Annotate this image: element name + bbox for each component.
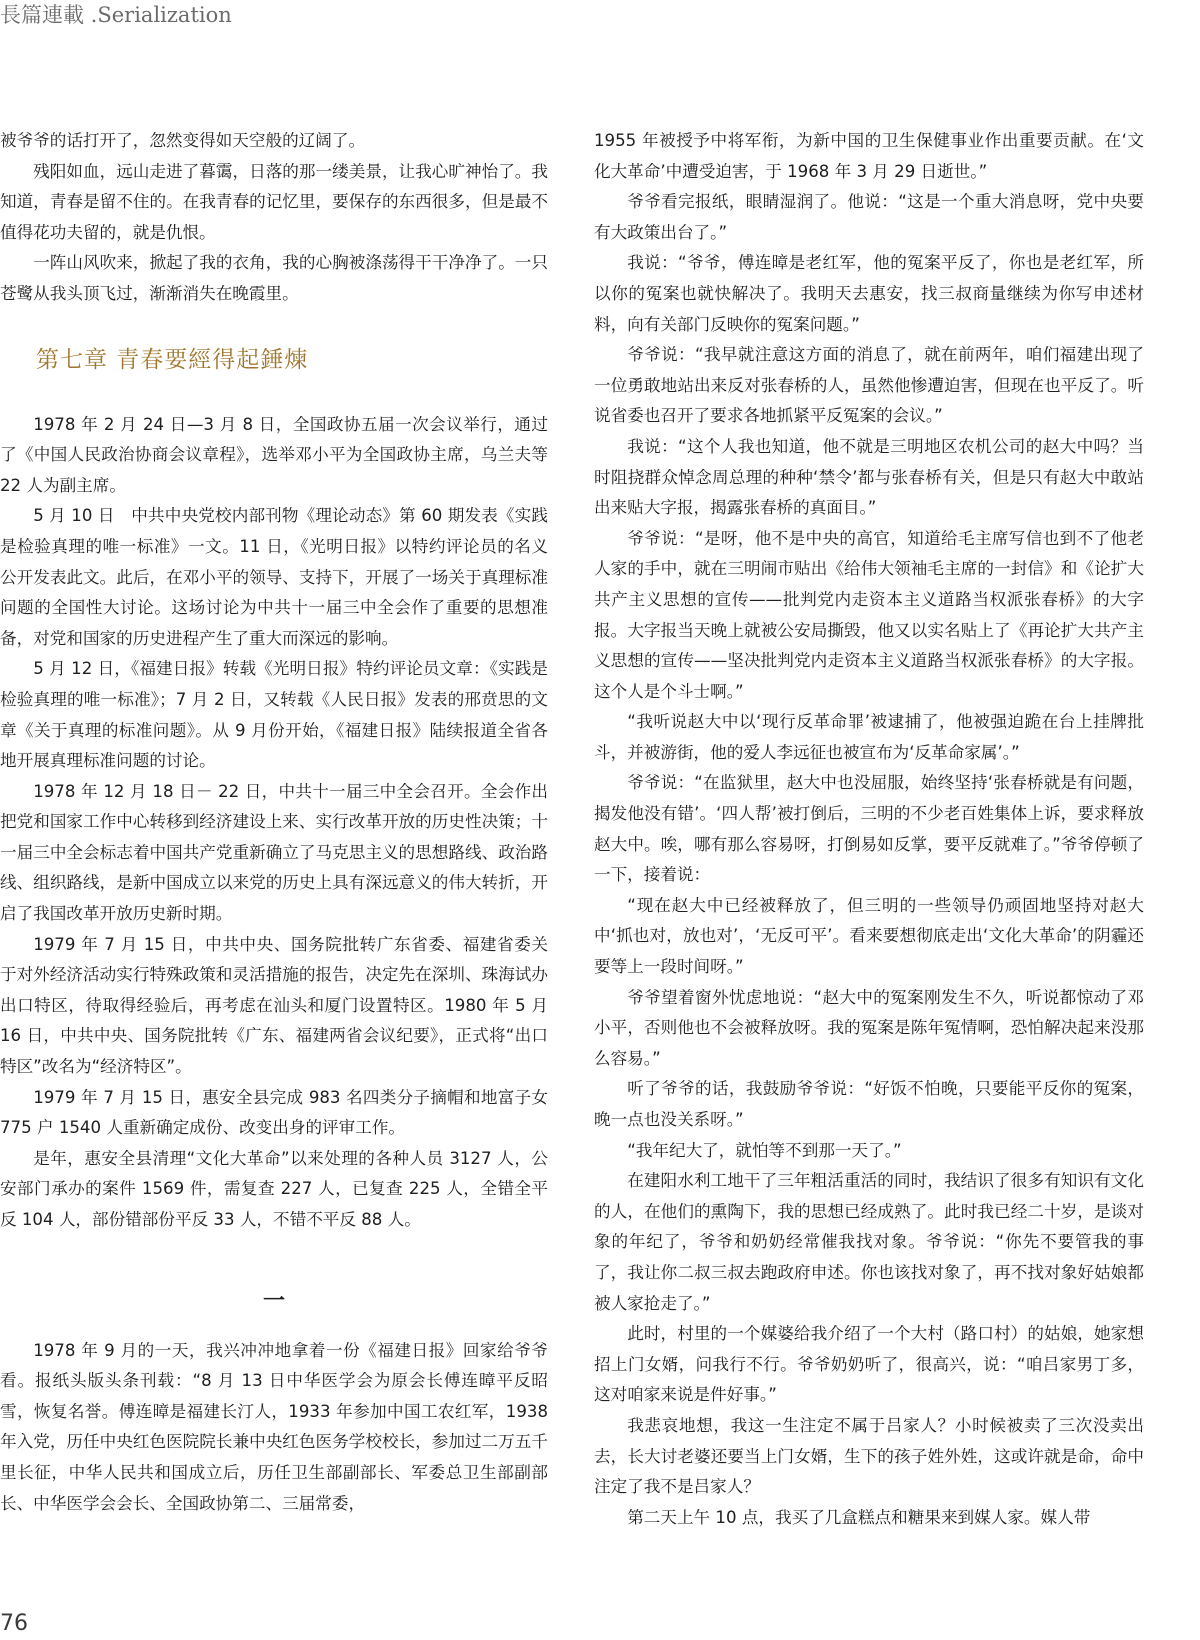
paragraph: “我听说赵大中以‘现行反革命罪’被逮捕了，他被强迫跪在台上挂牌批斗，并被游街，他的爱人李远征也被宣布为‘反革命家属’。” [594,712,1144,762]
paragraph: 1955 年被授予中将军衔，为新中国的卫生保健事业作出重要贡献。在‘文化大革命’中遭受迫害，于 1968 年 3 月 29 日逝世。” [594,131,1144,181]
paragraph: 残阳如血，远山走进了暮霭，日落的那一缕美景，让我心旷神怡了。我知道，青春是留不住的。在我青春的记忆里，要保存的东西很多，但是最不值得花功夫留的，就是仇恨。 [0,161,548,242]
paragraph: 爷爷看完报纸，眼睛湿润了。他说：“这是一个重大消息呀，党中央要有大政策出台了。” [594,192,1144,242]
paragraph: 1978 年 9 月的一天，我兴冲冲地拿着一份《福建日报》回家给爷爷看。报纸头版头条刊载：“8 月 13 日中华医学会为原会长傅连暲平反昭雪，恢复名誉。傅连暲是福建长汀人，1933 年参加中国工农红军，1938 年入党，历任中央红色医院院长兼中央红色医务学校校长，参加过二万五千里长征，中华人民共和国成立后，历任卫生部副部长、军委总卫生部副部长、中华医学会会长、全国政协第二、三届常委， [0,1340,548,1513]
paragraph: 我说：“这个人我也知道，他不就是三明地区农机公司的赵大中吗？当时阻挠群众悼念周总理的种种‘禁令’都与张春桥有关，但是只有赵大中敢站出来贴大字报，揭露张春桥的真面目。” [594,436,1144,518]
paragraph: 1978 年 12 月 18 日－ 22 日，中共十一届三中全会召开。全会作出把党和国家工作中心转移到经济建设上来、实行改革开放的历史性决策；十一届三中全会标志着中国共产党重新确立了马克思主义的思想路线、政治路线、组织路线，是新中国成立以来党的历史上具有深远意义的伟大转折，开启了我国改革开放历史新时期。 [0,781,548,924]
paragraph: 5 月 10 日 中共中央党校内部刊物《理论动态》第 60 期发表《实践是检验真理的唯一标准》一文。11 日，《光明日报》以特约评论员的名义公开发表此文。此后，在邓小平的领导、支持下，开展了一场关于真理标准问题的全国性大讨论。这场讨论为中共十一届三中全会作了重要的思想准备，对党和国家的历史进程产生了重大而深远的影响。 [0,506,548,648]
right-column [594,126,1144,1533]
paragraph: 是年，惠安全县清理“文化大革命”以来处理的各种人员 3127 人，公安部门承办的案件 1569 件，需复查 227 人，已复查 225 人，全错全平反 104 人，部份错部份平反 33 人，不错不平反 88 人。 [0,1148,548,1229]
page-number: 76 [0,1611,28,1636]
paragraph: 5 月 12 日，《福建日报》转载《光明日报》特约评论员文章：《实践是检验真理的唯一标准》；7 月 2 日，又转载《人民日报》发表的邢贲思的文章《关于真理的标准问题》。从 9 月份开始，《福建日报》陆续报道全省各地开展真理标准问题的讨论。 [0,659,548,771]
paragraph: “我年纪大了，就怕等不到那一天了。” [627,1140,902,1160]
paragraph: 一阵山风吹来，掀起了我的衣角，我的心胸被涤荡得干干净净了。一只苍鹭从我头顶飞过，渐渐消失在晚霞里。 [0,253,548,303]
chapter-title: 第七章 青春要經得起錘煉 [36,346,309,373]
paragraph: 爷爷说：“在监狱里，赵大中也没屈服，始终坚持‘张春桥就是有问题，揭发他没有错’。‘四人帮’被打倒后，三明的不少老百姓集体上诉，要求释放赵大中。唉，哪有那么容易呀，打倒易如反掌，要平反就难了。”爷爷停顿了一下，接着说： [594,773,1144,885]
paragraph: 我说：“爷爷，傅连暲是老红军，他的冤案平反了，你也是老红军，所以你的冤案也就快解决了。我明天去惠安，找三叔商量继续为你写申述材料，向有关部门反映你的冤案问题。” [594,253,1144,334]
paragraph: 1979 年 7 月 15 日，中共中央、国务院批转广东省委、福建省委关于对外经济活动实行特殊政策和灵活措施的报告，决定先在深圳、珠海试办出口特区，待取得经验后，再考虑在汕头和厦门设置特区。1980 年 5 月 16 日，中共中央、国务院批转《广东、福建两省会议纪要》，正式将“出口特区”改名为“经济特区”。 [0,934,548,1077]
paragraph: 第二天上午 10 点，我买了几盒糕点和糖果来到媒人家。媒人带 [627,1507,1091,1527]
running-header: 長篇連載 .Serialization [0,3,232,27]
paragraph: 在建阳水利工地干了三年粗活重活的同时，我结识了很多有知识有文化的人，在他们的熏陶下，我的思想已经成熟了。此时我已经二十岁，是谈对象的年纪了，爷爷和奶奶经常催我找对象。爷爷说：“你先不要管我的事了，我让你二叔三叔去跑政府申述。你也该找对象了，再不找对象好姑娘都被人家抢走了。” [594,1171,1144,1313]
paragraph: 1978 年 2 月 24 日—3 月 8 日，全国政协五届一次会议举行，通过了《中国人民政治协商会议章程》，选举邓小平为全国政协主席，乌兰夫等 22 人为副主席。 [0,414,548,495]
paragraph: 我悲哀地想，我这一生注定不属于吕家人？小时候被卖了三次没卖出去，长大讨老婆还要当上门女婿，生下的孩子姓外姓，这或许就是命，命中注定了我不是吕家人？ [594,1415,1144,1497]
paragraph: 被爷爷的话打开了，忽然变得如天空般的辽阔了。 [0,131,366,150]
paragraph: 爷爷望着窗外忧虑地说：“赵大中的冤案刚发生不久，听说都惊动了邓小平，否则他也不会被释放呀。我的冤案是陈年冤情啊，恐怕解决起来没那么容易。” [594,987,1144,1068]
paragraph: 爷爷说：“我早就注意这方面的消息了，就在前两年，咱们福建出现了一位勇敢地站出来反对张春桥的人，虽然他惨遭迫害，但现在也平反了。听说省委也召开了要求各地抓紧平反冤案的会议。” [594,345,1144,426]
paragraph: 爷爷说：“是呀，他不是中央的高官，知道给毛主席写信也到不了他老人家的手中，就在三明闹市贴出《给伟大领袖毛主席的一封信》和《论扩大共产主义思想的宣传——批判党内走资本主义道路当权派张春桥》的大字报。大字报当天晚上就被公安局撕毁，他又以实名贴上了《再论扩大共产主义思想的宣传——坚决批判党内走资本主义道路当权派张春桥》的大字报。这个人是个斗士啊。” [594,528,1144,701]
paragraph: 1979 年 7 月 15 日，惠安全县完成 983 名四类分子摘帽和地富子女 775 户 1540 人重新确定成份、改变出身的评审工作。 [0,1087,548,1138]
paragraph: 此时，村里的一个媒婆给我介绍了一个大村（路口村）的姑娘，她家想招上门女婿，问我行不行。爷爷奶奶听了，很高兴，说：“咱吕家男丁多，这对咱家来说是件好事。” [594,1324,1144,1405]
left-column [0,126,548,1519]
paragraph: 听了爷爷的话，我鼓励爷爷说：“好饭不怕晚，只要能平反你的冤案，晚一点也没关系呀。” [594,1079,1144,1129]
section-number: 一 [262,1288,285,1314]
paragraph: “现在赵大中已经被释放了，但三明的一些领导仍顽固地坚持对赵大中‘抓也对，放也对’，‘无反可平’。看来要想彻底走出‘文化大革命’的阴霾还要等上一段时间呀。” [594,895,1144,977]
